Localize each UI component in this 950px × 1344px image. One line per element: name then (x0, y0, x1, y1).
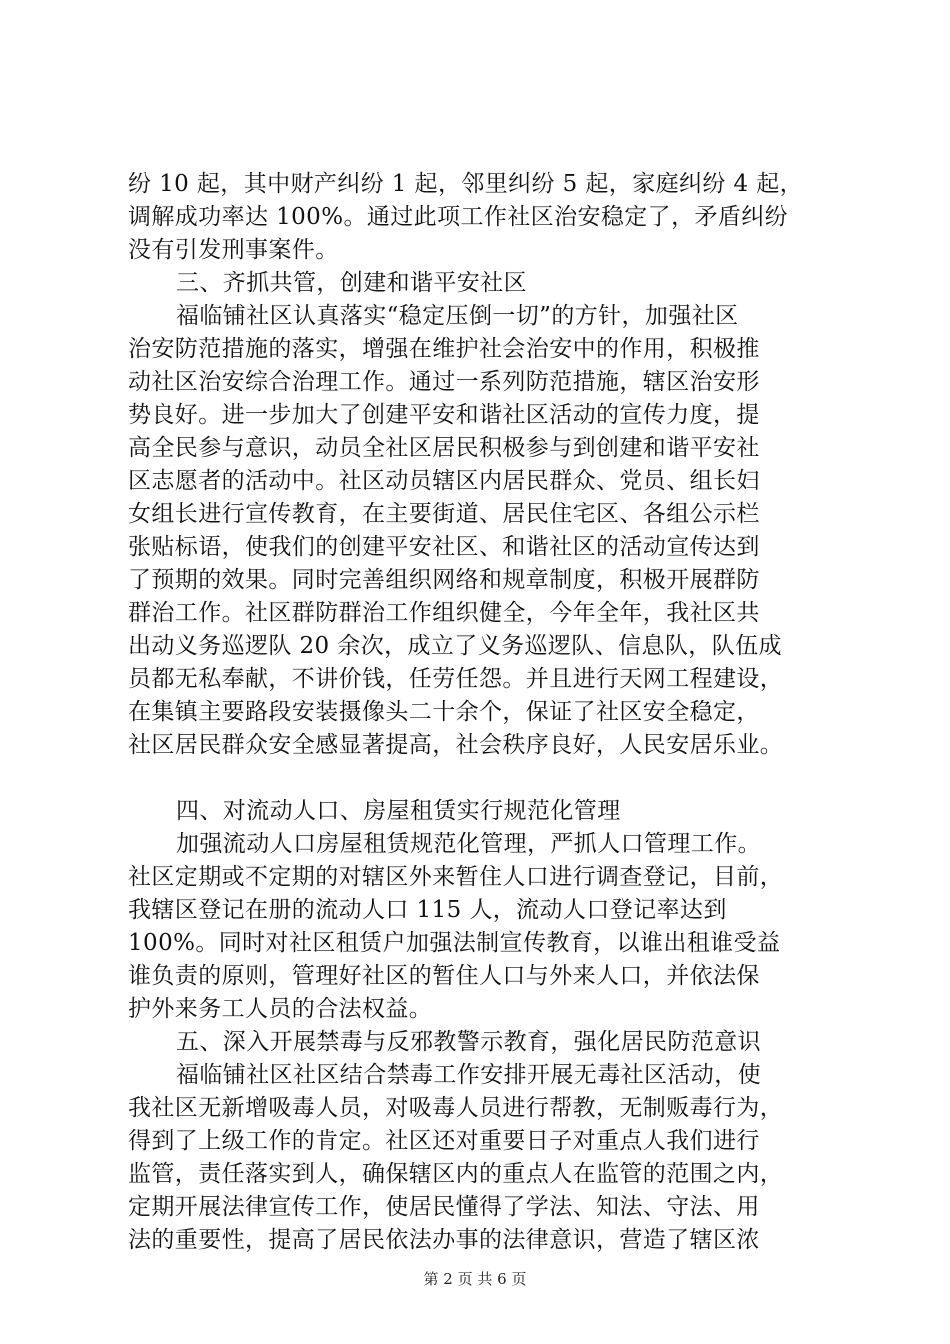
section-heading: 四、对流动人口、房屋租赁实行规范化管理 (176, 798, 621, 824)
text-line: 治安防范措施的落实，增强在维护社会治安中的作用，积极推 (128, 336, 760, 362)
text-line: 社区定期或不定期的对辖区外来暂住人口进行调查登记，目前， (128, 864, 784, 890)
text-line: 护外来务工人员的合法权益。 (128, 996, 433, 1022)
text-line: 谁负责的原则，管理好社区的暂住人口与外来人口，并依法保 (128, 963, 760, 989)
text-line: 福临铺社区社区结合禁毒工作安排开展无毒社区活动，使 (176, 1062, 761, 1088)
text-line: 高全民参与意识，动员全社区居民积极参与到创建和谐平安社 (128, 435, 760, 461)
text-line: 福临铺社区认真落实“稳定压倒一切”的方针，加强社区 (176, 303, 739, 329)
text-line: 张贴标语，使我们的创建平安社区、和谐社区的活动宣传达到 (128, 534, 760, 560)
section-heading: 三、齐抓共管，创建和谐平安社区 (176, 270, 527, 296)
text-line: 我社区无新增吸毒人员，对吸毒人员进行帮教，无制贩毒行为， (128, 1095, 784, 1121)
page-footer: 第 2 页 共 6 页 (423, 1270, 527, 1288)
text-line: 我辖区登记在册的流动人口 115 人，流动人口登记率达到 (128, 897, 727, 923)
text-line: 群治工作。社区群防群治工作组织健全，今年全年，我社区共 (128, 600, 760, 626)
section-heading: 五、深入开展禁毒与反邪教警示教育，强化居民防范意识 (176, 1029, 761, 1055)
paragraph-gap (128, 762, 848, 795)
text-line: 员都无私奉献，不讲价钱，任劳任怨。并且进行天网工程建设， (128, 666, 784, 692)
text-line: 100%。同时对社区租赁户加强法制宣传教育，以谁出租谁受益 (128, 930, 781, 956)
text-line: 调解成功率达 100%。通过此项工作社区治安稳定了，矛盾纠纷 (128, 204, 789, 230)
text-line: 出动义务巡逻队 20 余次，成立了义务巡逻队、信息队，队伍成 (128, 633, 782, 659)
document-body (128, 168, 848, 1257)
text-line: 了预期的效果。同时完善组织网络和规章制度，积极开展群防 (128, 567, 760, 593)
text-line: 没有引发刑事案件。 (128, 237, 339, 263)
text-line: 势良好。进一步加大了创建平安和谐社区活动的宣传力度，提 (128, 402, 760, 428)
text-line: 区志愿者的活动中。社区动员辖区内居民群众、党员、组长妇 (128, 468, 760, 494)
text-line: 得到了上级工作的肯定。社区还对重要日子对重点人我们进行 (128, 1128, 760, 1154)
text-line: 在集镇主要路段安装摄像头二十余个，保证了社区安全稳定， (128, 699, 760, 725)
text-line: 社区居民群众安全感显著提高，社会秩序良好，人民安居乐业。 (128, 732, 784, 758)
text-line: 纷 10 起，其中财产纠纷 1 起，邻里纠纷 5 起，家庭纠纷 4 起， (128, 171, 804, 197)
text-line: 女组长进行宣传教育，在主要街道、居民住宅区、各组公示栏 (128, 501, 760, 527)
text-line: 加强流动人口房屋租赁规范化管理，严抓人口管理工作。 (176, 831, 761, 857)
text-line: 监管，责任落实到人，确保辖区内的重点人在监管的范围之内， (128, 1161, 784, 1187)
text-line: 动社区治安综合治理工作。通过一系列防范措施，辖区治安形 (128, 369, 760, 395)
text-line: 定期开展法律宣传工作，使居民懂得了学法、知法、守法、用 (128, 1194, 760, 1220)
text-line: 法的重要性，提高了居民依法办事的法律意识，营造了辖区浓 (128, 1227, 760, 1253)
